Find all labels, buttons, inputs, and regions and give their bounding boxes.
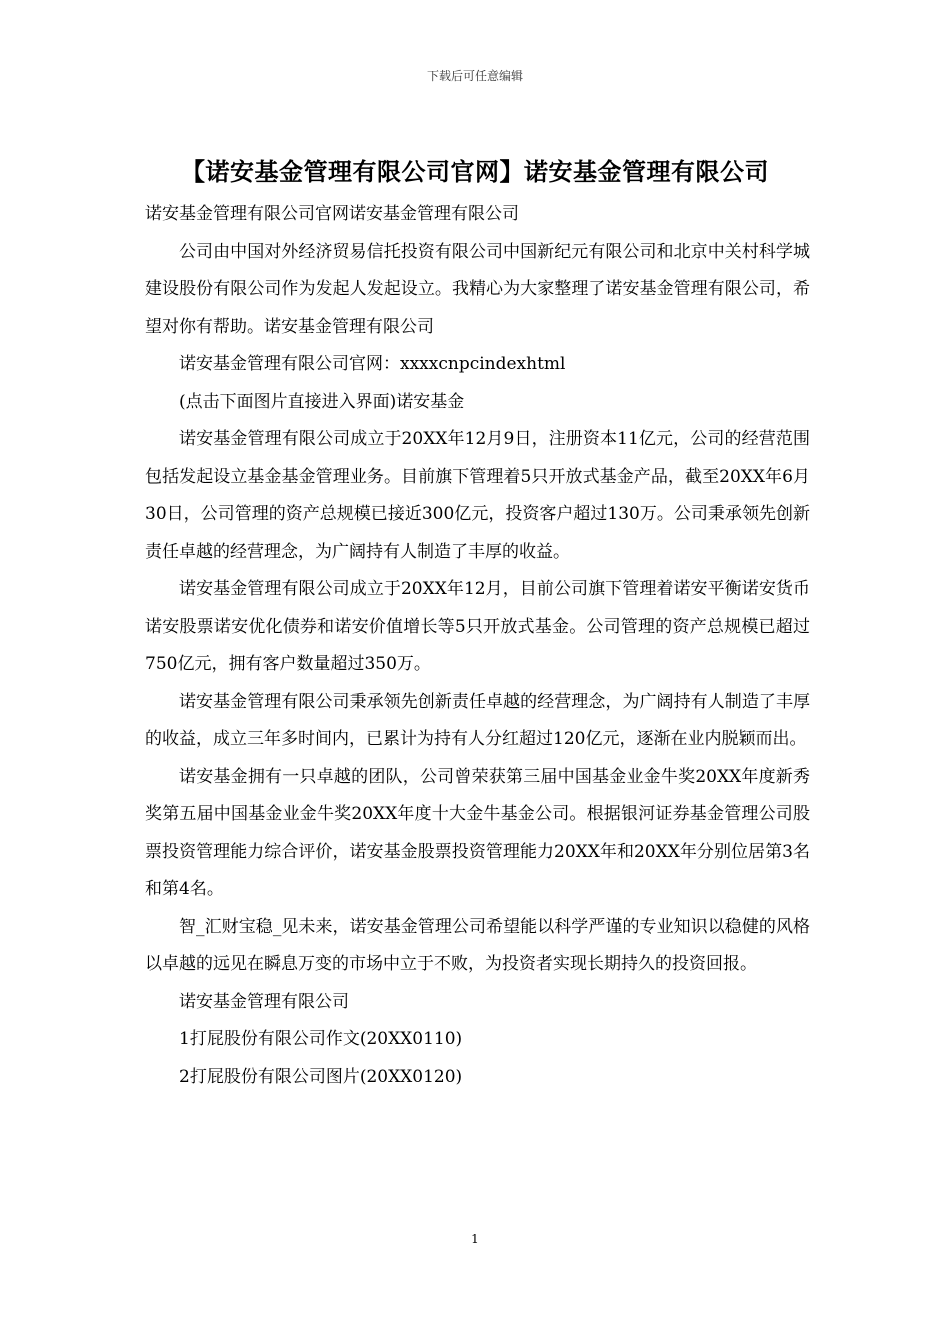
paragraph-click-image: (点击下面图片直接进入界面)诺安基金 (179, 391, 465, 412)
paragraph-company-origin: 公司由中国对外经济贸易信托投资有限公司中国新纪元有限公司和北京中关村科学城建设股份有限公司作为发起人发起设立。我精心为大家整理了诺安基金管理有限公司，希望对你有帮助。诺安基金管理有限公司 (145, 241, 810, 337)
document-title: 【诺安基金管理有限公司官网】诺安基金管理有限公司 (181, 157, 769, 186)
paragraph-vision: 智_汇财宝稳_见未来，诺安基金管理公司希望能以科学严谨的专业知识以稳健的风格以卓越的远见在瞬息万变的市场中立于不败，为投资者实现长期持久的投资回报。 (145, 916, 810, 974)
list-item: 1打屁股份有限公司作文(20XX0110) (179, 1029, 463, 1049)
document-body (145, 196, 810, 1096)
page-header-note: 下载后可任意编辑 (426, 69, 523, 83)
paragraph-funds-managed: 诺安基金管理有限公司成立于20XX年12月，目前公司旗下管理着诺安平衡诺安货币诺安股票诺安优化债券和诺安价值增长等5只开放式基金。公司管理的资产总规模已超过750亿元，拥有客户数量超过350万。 (145, 579, 810, 674)
paragraph-awards: 诺安基金拥有一只卓越的团队，公司曾荣获第三届中国基金业金牛奖20XX年度新秀奖第五届中国基金业金牛奖20XX年度十大金牛基金公司。根据银河证券基金管理公司股票投资管理能力综合评价，诺安基金股票投资管理能力20XX年和20XX年分别位居第3名和第4名。 (145, 766, 810, 899)
paragraph-official-site: 诺安基金管理有限公司官网：xxxxcnpcindexhtml (179, 354, 566, 374)
list-item: 2打屁股份有限公司图片(20XX0120) (179, 1066, 463, 1087)
paragraph-subtitle: 诺安基金管理有限公司官网诺安基金管理有限公司 (145, 204, 519, 224)
paragraph-dividends: 诺安基金管理有限公司秉承领先创新责任卓越的经营理念，为广阔持有人制造了丰厚的收益，成立三年多时间内，已累计为持有人分红超过120亿元，逐渐在业内脱颖而出。 (145, 691, 810, 749)
paragraph-company-name: 诺安基金管理有限公司 (179, 991, 349, 1012)
paragraph-established: 诺安基金管理有限公司成立于20XX年12月9日，注册资本11亿元，公司的经营范围包括发起设立基金基金管理业务。目前旗下管理着5只开放式基金产品，截至20XX年6月30日，公司管理的资产总规模已接近300亿元，投资客户超过130万。公司秉承领先创新责任卓越的经营理念，为广阔持有人制造了丰厚的收益。 (145, 429, 810, 562)
page-number: 1 (471, 1232, 479, 1246)
